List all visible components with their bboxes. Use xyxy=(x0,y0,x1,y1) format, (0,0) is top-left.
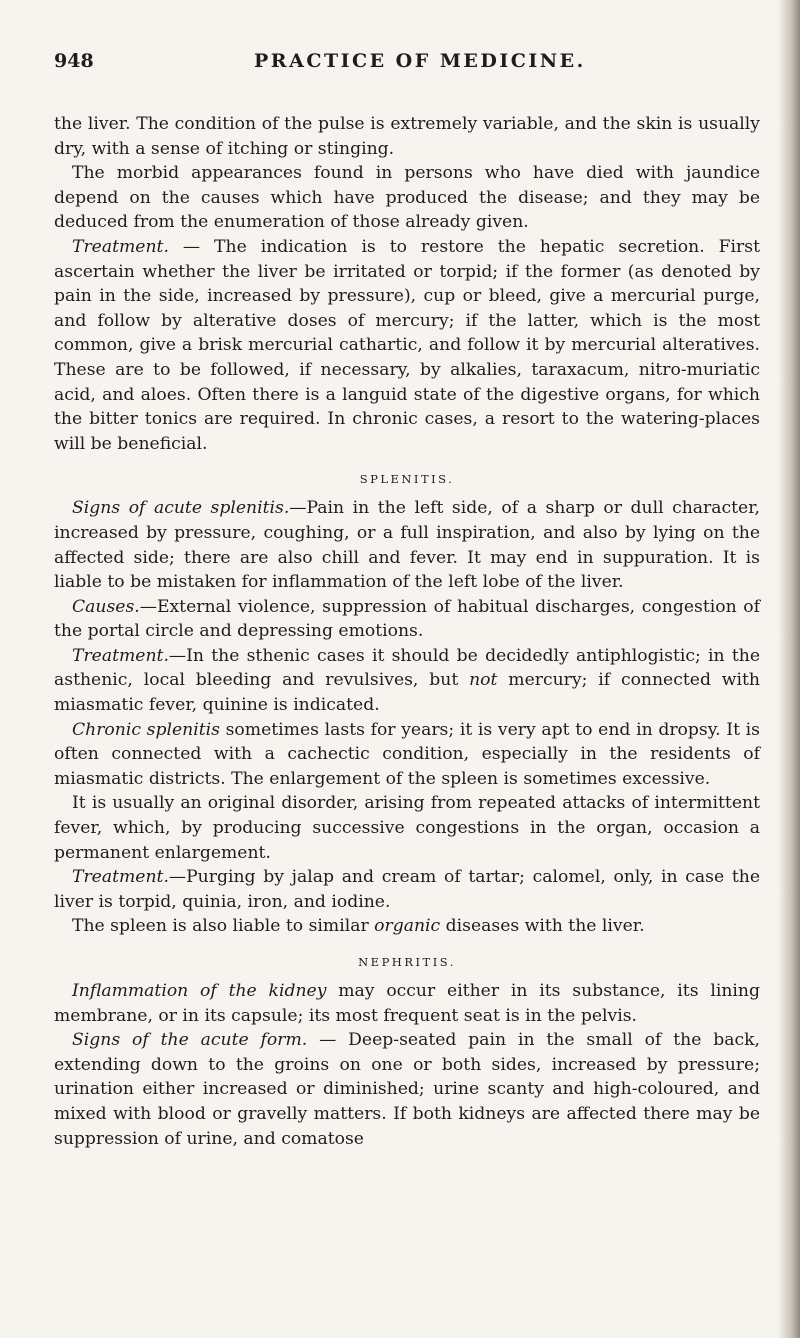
signs-label: Signs of the acute form. xyxy=(72,1030,308,1051)
treatment-label: Treatment. xyxy=(72,867,169,888)
book-page xyxy=(54,50,760,1151)
paragraph-treatment-chronic: Treatment.—Purging by jalap and cream of tartar; calomel, only, in case the liver is torpid, quinia, iron, and iodine. xyxy=(54,867,760,912)
paragraph-chronic-splenitis: Chronic splenitis sometimes lasts for years; it is very apt to end in dropsy. It is often connected with a cachectic condition, especially in the residents of miasmatic districts. The enlargement of the spleen is sometimes excessive. xyxy=(54,719,760,789)
treatment-label: Treatment. xyxy=(72,236,169,257)
paragraph-treatment-jaundice: Treatment. — The indication is to restore the hepatic secretion. First ascertain whether the liver be irritated or torpid; if the former (as denoted by pain in the side, increased by pressure), cup or bleed, give a mercurial purge, and follow by alterative doses of mercury; if the latter, which is the most common, give a brisk mercurial cathartic, and follow it by mercurial alteratives. These are to be followed, if necessary, by alkalies, taraxacum, nitro-muriatic acid, and aloes. Often there is a languid state of the digestive organs, for which the bitter tonics are required. In chronic cases, a resort to the watering-places will be beneficial. xyxy=(54,236,760,454)
page-edge-shadow xyxy=(778,0,800,1338)
body-text xyxy=(54,112,760,1151)
signs-label: Signs of acute splenitis. xyxy=(72,498,290,519)
section-heading-nephritis: NEPHRITIS. xyxy=(358,955,456,969)
paragraph-morbid-appearances: The morbid appearances found in persons who have died with jaundice depend on the causes which have produced the disease; and they may be deduced from the enumeration of those already given. xyxy=(54,163,760,233)
paragraph-signs-nephritis: Signs of the acute form. — Deep-seated pain in the small of the back, extending down to the groins on one or both sides, increased by pressure; urination either increased or diminished; urine scanty and high-coloured, and mixed with blood or gravelly matters. If both kidneys are affected there may be suppression of urine, and comatose xyxy=(54,1030,760,1149)
treatment-label: Treatment. xyxy=(72,645,169,666)
paragraph-liver-continued: the liver. The condition of the pulse is extremely variable, and the skin is usually dry, with a sense of itching or stinging. xyxy=(54,114,760,159)
causes-label: Causes. xyxy=(72,596,140,617)
paragraph-treatment-splenitis: Treatment.—In the sthenic cases it should be decidedly antiphlogistic; in the asthenic, local bleeding and revulsives, but not mercury; if connected with miasmatic fever, quinine is indicated. xyxy=(54,645,760,716)
paragraph-spleen-organic: The spleen is also liable to similar organic diseases with the liver. xyxy=(72,916,645,937)
running-head: PRACTICE OF MEDICINE. xyxy=(254,50,586,72)
paragraph-signs-splenitis: Signs of acute splenitis.—Pain in the left side, of a sharp or dull character, increased by pressure, coughing, or a full inspiration, and also by lying on the affected side; there are also chill and fever. It may end in suppuration. It is liable to be mistaken for inflammation of the left lobe of the liver. xyxy=(54,498,761,593)
inflammation-label: Inflammation of the kidney xyxy=(72,981,327,1001)
page-header xyxy=(54,50,760,112)
section-heading-splenitis: SPLENITIS. xyxy=(359,472,455,487)
paragraph-inflammation-kidney: Inflammation of the kidney may occur either in its substance, its lining membrane, or in its capsule; its most frequent seat is in the pelvis. xyxy=(54,981,760,1026)
chronic-label: Chronic splenitis xyxy=(72,719,220,740)
paragraph-original-disorder: It is usually an original disorder, arising from repeated attacks of intermittent fever, which, by producing successive congestions in the organ, occasion a permanent enlargement. xyxy=(54,793,760,863)
paragraph-causes: Causes.—External violence, suppression of habitual discharges, congestion of the portal circle and depressing emotions. xyxy=(54,596,760,642)
page-number: 948 xyxy=(54,50,94,72)
